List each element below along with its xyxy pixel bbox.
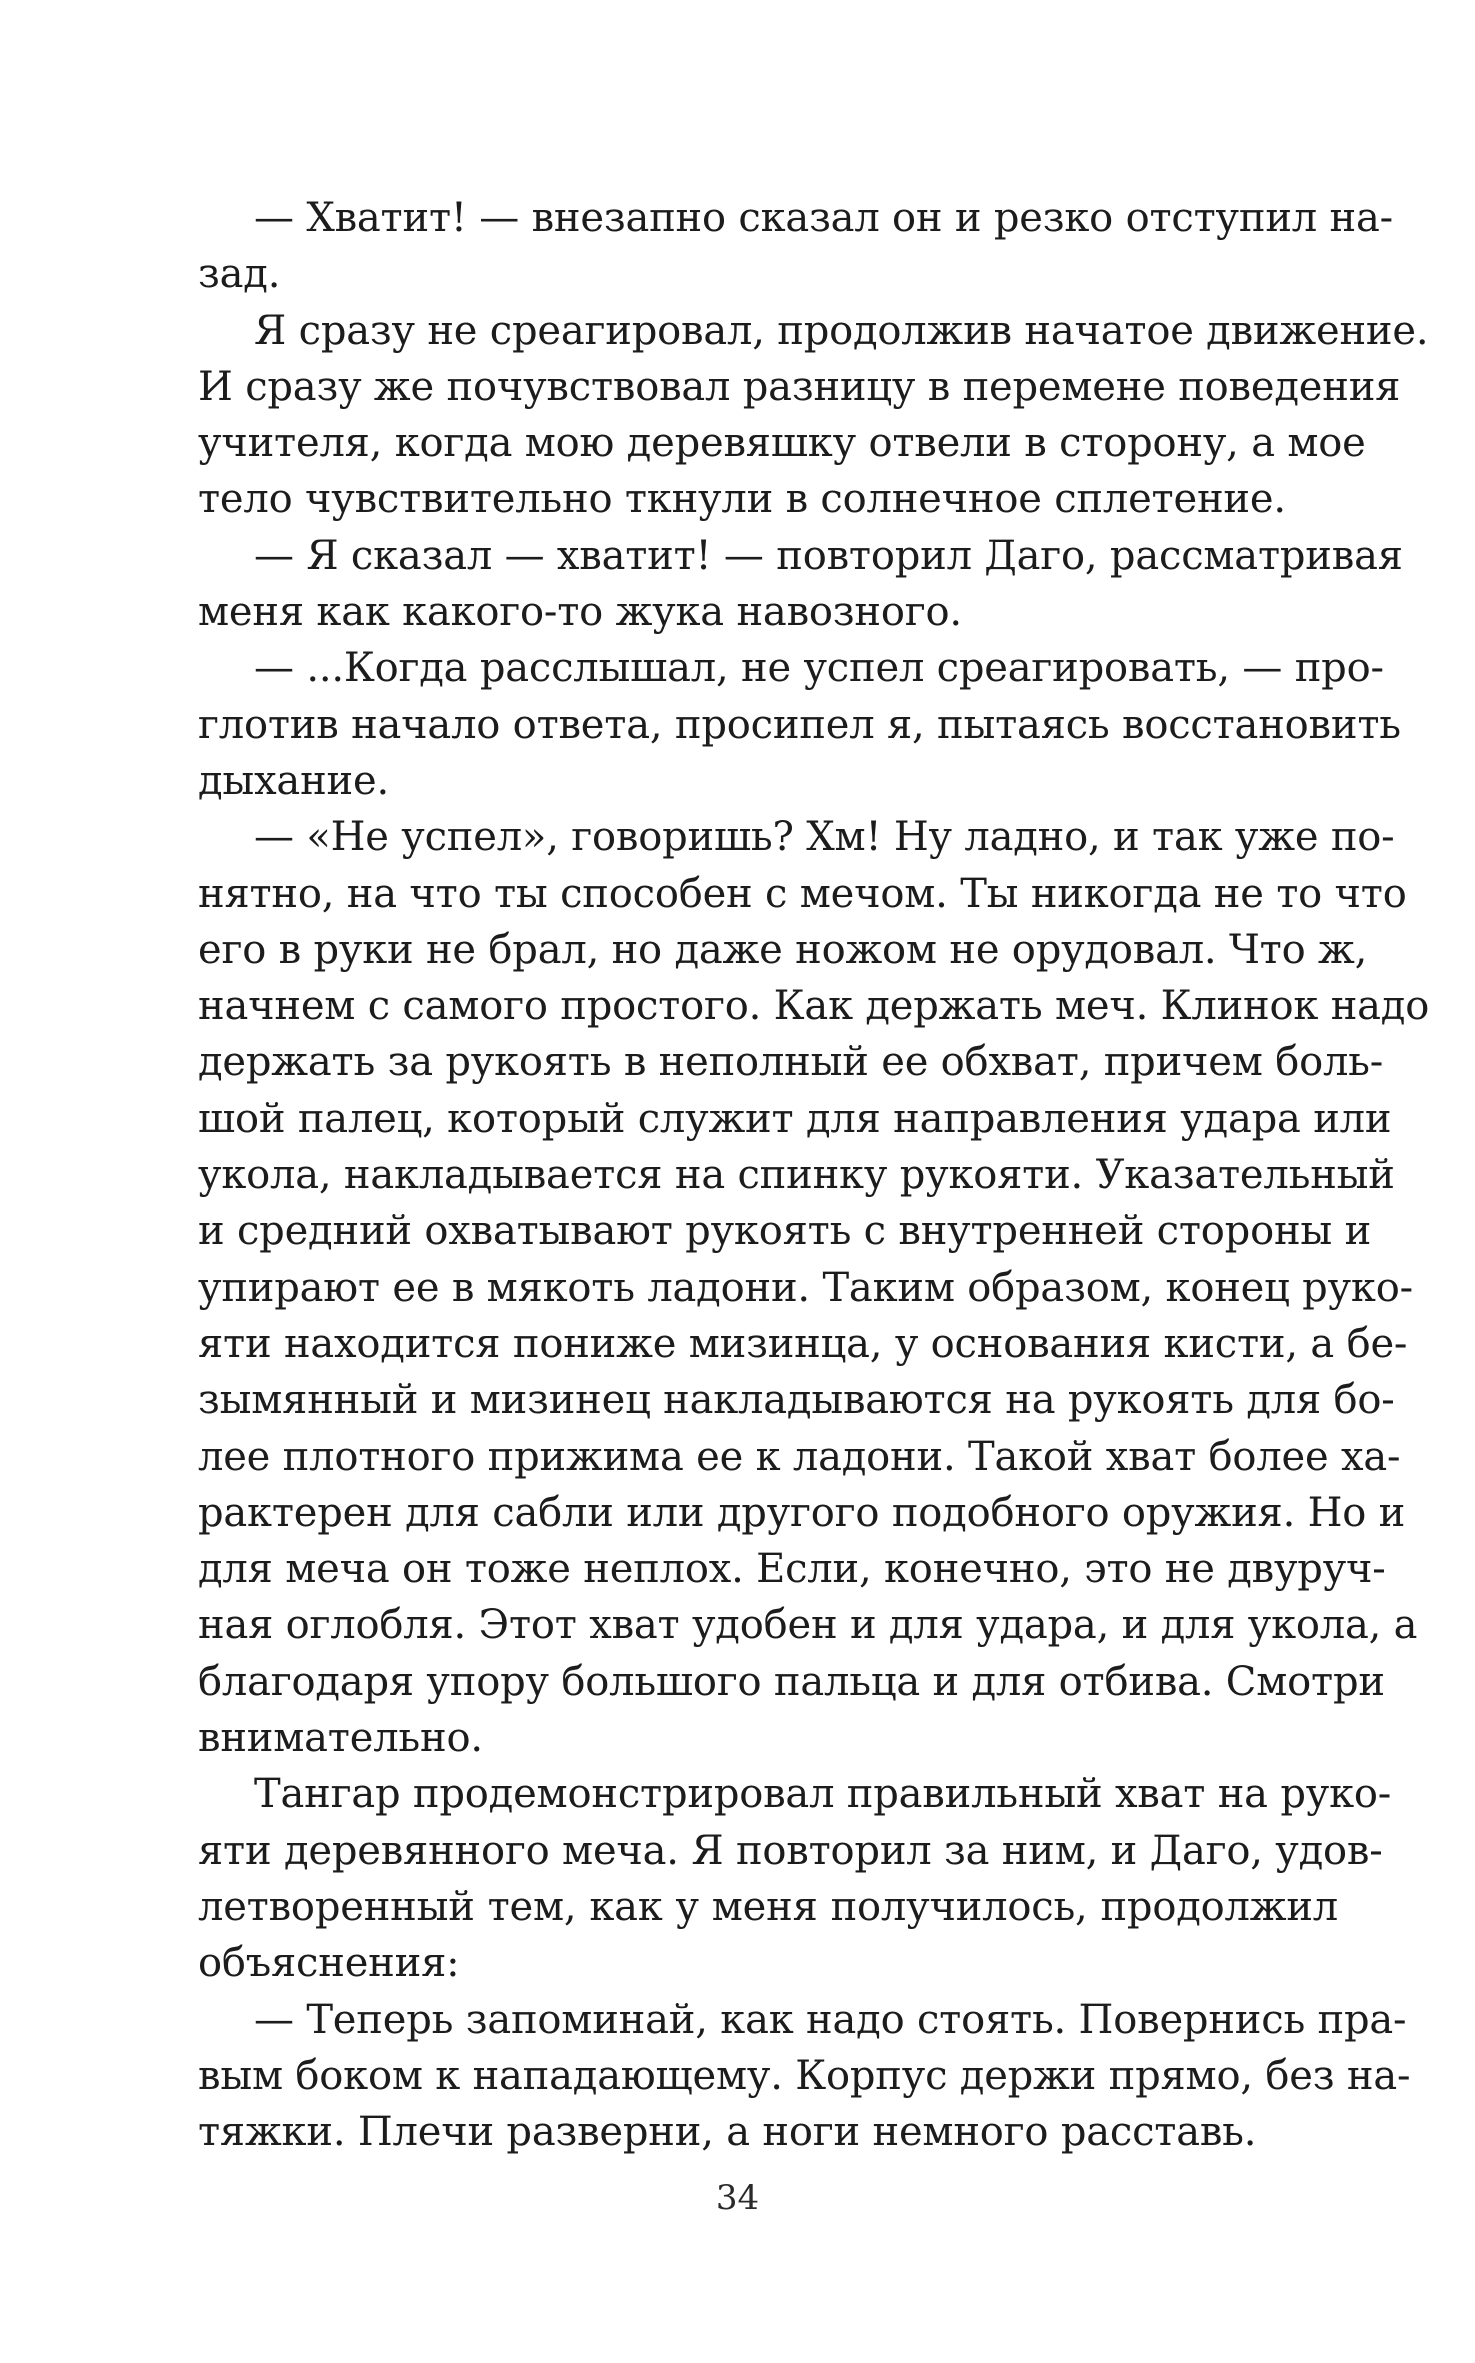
- text-line: лее плотного прижима ее к ладони. Такой хват более ха-: [198, 1433, 1401, 1480]
- book-page-text: [198, 190, 1430, 2160]
- text-line: объяснения:: [198, 1940, 460, 1987]
- text-line: вым боком к нападающему. Корпус держи прямо, без на-: [198, 2052, 1411, 2099]
- text-line: учителя, когда мою деревяшку отвели в сторону, а мое: [198, 420, 1366, 467]
- text-line: укола, накладывается на спинку рукояти. Указательный: [198, 1152, 1395, 1199]
- text-line: и средний охватывают рукоять с внутренней стороны и: [198, 1208, 1372, 1255]
- text-line: нятно, на что ты способен с мечом. Ты никогда не то что: [198, 870, 1407, 917]
- text-line: — Теперь запоминай, как надо стоять. Повернись пра-: [254, 1996, 1407, 2043]
- text-line: — «Не успел», говоришь? Хм! Ну ладно, и так уже по-: [254, 814, 1395, 861]
- text-line: Тангар продемонстрировал правильный хват на руко-: [254, 1771, 1392, 1818]
- text-line: — Хватит! — внезапно сказал он и резко отступил на-: [254, 195, 1393, 241]
- text-line: зымянный и мизинец накладываются на рукоять для бо-: [198, 1377, 1395, 1424]
- text-line: держать за рукоять в неполный ее обхват, причем боль-: [198, 1039, 1384, 1086]
- text-line: яти находится пониже мизинца, у основания кисти, а бе-: [198, 1320, 1408, 1367]
- page-number: 34: [715, 2178, 760, 2218]
- text-line: упирают ее в мякоть ладони. Таким образом, конец руко-: [198, 1264, 1413, 1311]
- text-line: зад.: [198, 251, 281, 298]
- text-line: летворенный тем, как у меня получилось, продолжил: [198, 1883, 1338, 1930]
- text-line: И сразу же почувствовал разницу в перемене поведения: [198, 363, 1401, 410]
- text-line: — ...Когда расслышал, не успел среагировать, — про-: [254, 645, 1384, 692]
- text-line: глотив начало ответа, просипел я, пытаясь восстановить: [198, 701, 1401, 748]
- text-line: меня как какого-то жука навозного.: [198, 589, 962, 636]
- text-line: для меча он тоже неплох. Если, конечно, это не двуруч-: [198, 1546, 1386, 1593]
- text-line: начнем с самого простого. Как держать меч. Клинок надо: [198, 983, 1430, 1030]
- text-line: — Я сказал — хватит! — повторил Даго, рассматривая: [254, 532, 1403, 579]
- text-line: дыхание.: [198, 757, 389, 804]
- text-line: благодаря упору большого пальца и для отбива. Смотри: [198, 1658, 1385, 1705]
- text-line: тело чувствительно ткнули в солнечное сплетение.: [198, 476, 1286, 523]
- text-line: внимательно.: [198, 1715, 483, 1762]
- text-line: ная оглобля. Этот хват удобен и для удара, и для укола, а: [198, 1602, 1418, 1649]
- text-line: яти деревянного меча. Я повторил за ним, и Даго, удов-: [198, 1827, 1383, 1874]
- text-line: Я сразу не среагировал, продолжив начатое движение.: [254, 307, 1429, 354]
- text-line: его в руки не брал, но даже ножом не орудовал. Что ж,: [198, 926, 1368, 973]
- text-line: тяжки. Плечи разверни, а ноги немного расставь.: [198, 2109, 1257, 2156]
- text-line: шой палец, который служит для направления удара или: [198, 1095, 1392, 1142]
- text-line: рактерен для сабли или другого подобного оружия. Но и: [198, 1489, 1406, 1536]
